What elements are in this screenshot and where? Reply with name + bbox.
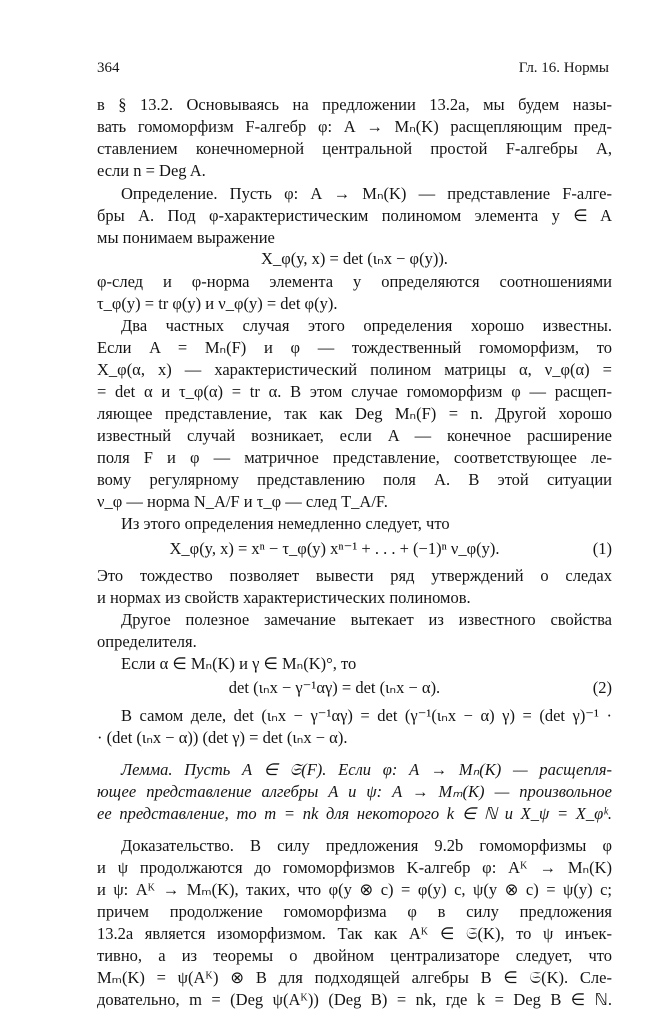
equation-number: (1) [592, 539, 612, 558]
lemma-start: Лемма. Пусть A ∈ 𝔖(F). Если φ: A → Mₙ(K) — расщепля- [121, 760, 612, 779]
equation: X_φ(y, x) = det (ιₙx − φ(y)). [261, 249, 448, 268]
equation: X_φ(y, x) = xⁿ − τ_φ(y) xⁿ⁻¹ + . . . + (−1)ⁿ ν_φ(y). [169, 539, 500, 558]
text-line: φ-след и φ-норма элемента y определяются соотношениями [97, 272, 612, 291]
definition-start: Определение. Пусть φ: A → Mₙ(K) — представление F-алге- [121, 184, 612, 203]
text-line: Это тождество позволяет вывести ряд утверждений о следах [97, 566, 612, 585]
text-line: · (det (ιₙx − α)) (det γ) = det (ιₙx − α). [97, 728, 348, 747]
text-line: известный случай возникает, если A — конечное расширение [97, 426, 612, 445]
page-number: 364 [97, 60, 120, 76]
text-line: причем продолжение гомоморфизма φ в силу предложения [97, 902, 612, 921]
text-line: вому регулярному представлению поля A. В этой ситуации [97, 470, 612, 489]
equation-number: (2) [592, 678, 612, 697]
text-line: τ_φ(y) = tr φ(y) и ν_φ(y) = det φ(y). [97, 294, 338, 313]
text-line: 13.2a является изоморфизмом. Так как Aᴷ ∈ 𝔖(K), то ψ инъек- [97, 924, 612, 943]
text-line: ляющее представление, так как Deg Mₙ(F) = n. Другой хорошо [97, 404, 612, 423]
text-line: и нормах из свойств характеристических полиномов. [97, 588, 471, 607]
equation-row-2 [97, 678, 612, 698]
text-line: бры A. Под φ-характеристическим полиномом элемента y ∈ A [97, 206, 612, 225]
text-line: Другое полезное замечание вытекает из известного свойства [121, 610, 612, 629]
text-line: Из этого определения немедленно следует, что [121, 514, 450, 533]
text-line: и ψ продолжаются до гомоморфизмов K-алгебр φ: Aᴷ → Mₙ(K) [97, 858, 612, 877]
text-line: довательно, m = (Deg ψ(Aᴷ)) (Deg B) = nk, где k = Deg B ∈ ℕ. [97, 990, 612, 1009]
text-line: Два частных случая этого определения хорошо известны. [121, 316, 612, 335]
text-line: = det α и τ_φ(α) = tr α. В этом случае гомоморфизм φ — расщеп- [97, 382, 612, 401]
text-line: в § 13.2. Основываясь на предложении 13.2a, мы будем назы- [97, 95, 612, 114]
text-line: мы понимаем выражение [97, 228, 275, 247]
text-line: поля F и φ — матричное представление, соответствующее ле- [97, 448, 612, 467]
text-line: ставлением конечномерной центральной простой F-алгебры A, [97, 139, 612, 158]
text-line: X_φ(α, x) — характеристический полином матрицы α, ν_φ(α) = [97, 360, 612, 379]
text-line: В самом деле, det (ιₙx − γ⁻¹αγ) = det (γ⁻¹(ιₙx − α) γ) = (det γ)⁻¹ · [121, 706, 612, 725]
text-line: ющее представление алгебры A и ψ: A → Mₘ(K) — произвольное [97, 782, 612, 801]
proof-start: Доказательство. В силу предложения 9.2b гомоморфизмы φ [121, 836, 612, 855]
text-line: и ψ: Aᴷ → Mₘ(K), таких, что φ(y ⊗ c) = φ(y) c, ψ(y ⊗ c) = ψ(y) c; [97, 880, 612, 899]
text-line: тивно, а из теоремы о двойном централизаторе следует, что [97, 946, 612, 965]
text-line: Если α ∈ Mₙ(K) и γ ∈ Mₙ(K)°, то [121, 654, 357, 673]
text-line: Mₘ(K) = ψ(Aᴷ) ⊗ B для подходящей алгебры B ∈ 𝔖(K). Сле- [97, 968, 612, 987]
text-line: вать гомоморфизм F-алгебр φ: A → Mₙ(K) расщепляющим пред- [97, 117, 612, 136]
text-line: определителя. [97, 632, 197, 651]
equation: det (ιₙx − γ⁻¹αγ) = det (ιₙx − α). [228, 678, 441, 697]
text-line: Если A = Mₙ(F) и φ — тождественный гомоморфизм, то [97, 338, 612, 357]
text-line: если n = Deg A. [97, 161, 206, 180]
running-head: Гл. 16. Нормы [518, 60, 609, 76]
equation-row-1 [97, 539, 612, 559]
text-line: ее представление, то m = nk для некоторого k ∈ ℕ и X_ψ = X_φᵏ. [97, 804, 612, 823]
text-line: ν_φ — норма N_A/F и τ_φ — след T_A/F. [97, 492, 388, 511]
